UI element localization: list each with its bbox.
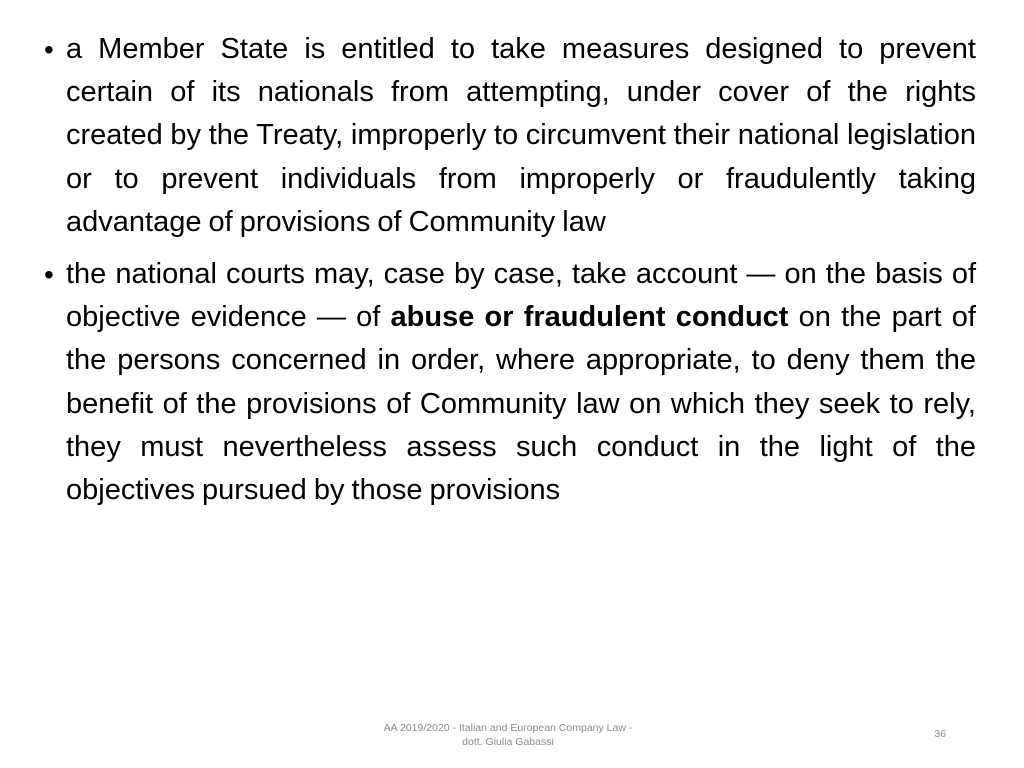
bullet-item-2 [44,253,976,512]
bullet-marker: • [44,259,54,291]
bullet-text-before: the national courts may, case by case, take account — on the basis of objective evidence — of [66,258,976,334]
footer-line-1: AA 2019/2020 - Italian and European Company Law - [383,722,633,734]
bullet-item-1 [44,28,976,244]
footer [330,721,686,749]
bullet-text-after: on the part of the persons concerned in order, where appropriate, to deny them the benefit of the provisions of Community law on which they seek to rely, they must nevertheless assess such conduct in the light of the objectives pursued by those provisions [66,301,976,507]
page-number: 36 [934,728,946,740]
bullet-text-bold: abuse or fraudulent conduct [390,301,789,334]
bullet-text: a Member State is entitled to take measures designed to prevent certain of its nationals from attempting, under cover of the rights created by the Treaty, improperly to circumvent their national legislation or to prevent individuals from improperly or fraudulently taking advantage of provisions of Community law [66,33,976,238]
bullet-marker: • [44,34,54,65]
bullet-list [44,28,976,521]
footer-line-2: dott. Giulia Gabassi [462,736,554,748]
bullet-text [66,253,976,512]
